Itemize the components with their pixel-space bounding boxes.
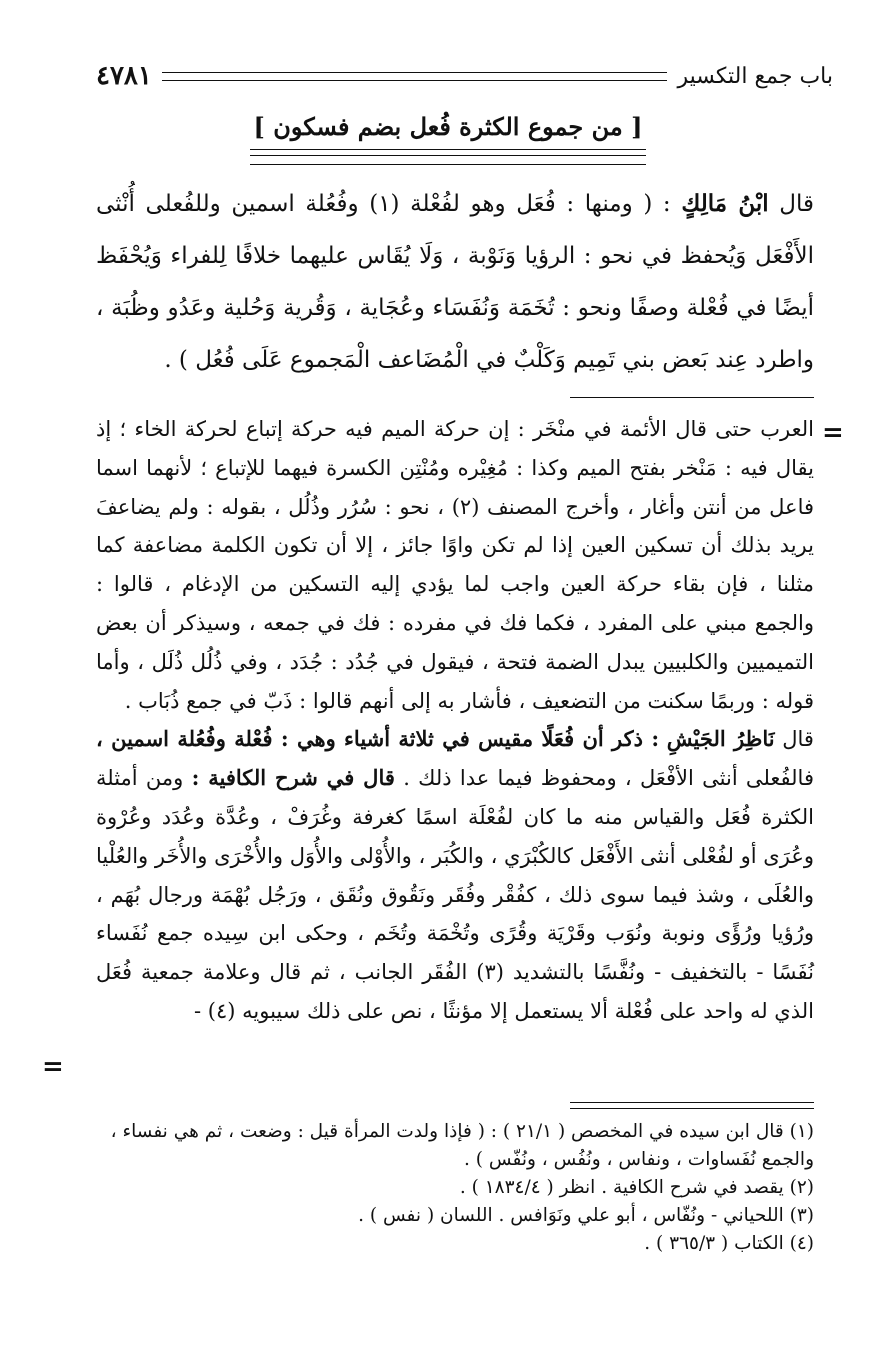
header-rule (162, 72, 668, 81)
commentary-paragraph (96, 720, 814, 1030)
main-text (96, 178, 814, 386)
text-separator (570, 397, 814, 398)
commentary-lead: : ذكر أن فُعَلًا مقيس في ثلاثة أشياء وهي : فُعْلة وفُعُلة اسمين ، (96, 726, 660, 752)
commentary-text: فالفُعلى أنثى الأفْعَل ، ومحفوظ فيما عدا ذلك . (403, 766, 814, 791)
commentary-paragraph: العرب حتى قال الأئمة في منْخَر : إن حركة الميم فيه حركة إتباع لحركة الخاء ؛ إذ يقال فيه : مَنْخر بفتح الميم وكذا : مُغِيْره ومُنْتِن الكسرة فيهما للإتباع ؛ لأنهما اسما فاعل من أنتن وأغار ، وأخرج المصنف (٢) ، نحو : سُرُر وذُلُل ، بقوله : ولم يضاعفَ يريد بذلك أن تسكين العين إذا لم تكن واوًا جائز ، إلا أن تكون الكلمة مضاعفة كما مثلنا ، فإن بقاء حركة العين واجب لما يؤدي إليه التسكين من الإدغام ، قالوا : والجمع مبني على المفرد ، فكما فك في مفرده : فك في جمعه ، وسيذكر أن بعض التميميين والكلبيين يبدل الضمة فتحة ، فيقول في جُدُد : جُدَد ، وفي ذُلُل ذُلَل ، وأما قوله : وربمًا سكنت من التضعيف ، فأشار به إلى أنهم قالوا : ذَبّ في جمع ذُبَاب . (96, 417, 815, 713)
footnote: (٣) اللحياني - ونُفّاس ، أبو علي ونَوَافس . اللسان ( نفس ) . (358, 1205, 814, 1226)
commentary-source: قال في شرح الكافية : (191, 765, 395, 791)
footnote: (٢) يقصد في شرح الكافية . انظر ( ١٨٣٤/٤ ) . (459, 1177, 814, 1198)
commentator-name: نَاظِرُ الجَيْشِ (666, 726, 775, 752)
commentary-text: ومن أمثلة الكثرة فُعَل والقياس منه ما كان لفُعْلَة اسمًا كغرفة وغُرَفْ ، وعُدَّة وعُدَد وعُرْوة وعُرَى أو لفُعْلى أنثى الأَفْعَل كالكُبْرَي ، والكُبَر ، والأُوْلى والأُوَل والأُخْرَى والأُخَر والعُلْيا والعُلَى ، وشذ فيما سوى ذلك ، كفُقْر وفُقَر ونَقُوق ونُقَق ، ورَجُل بُهْمَة ورجال بُهَم ، ورُؤيا ورُؤًى ونوبة ونُوَب وقَرْيَة وقُرًى وتُخْمَة وتُخَم ، وحكى ابن سِيده جمع نُفَساء نُفَسًا - بالتخفيف - ونُفَّسًا بالتشديد (٣) الفُقَر الجانب ، ثم قال وعلامة جمعية فُعَل الذي له واحد على فُعْلة ألا يستعمل إلا مؤنثًا ، نص على ذلك سيبويه (٤) - (96, 766, 814, 1023)
main-body: : ( ومنها : فُعَل وهو لفُعْلة (١) وفُعُلة اسمين وللفُعلى أُنْثى الأَفْعَل وَيُحفظ في نحو : الرؤيا وَنَوْبة ، وَلَا يُقَاس عليهما خلافًا لِلفراء وَيُحْفَظ أيضًا في فُعْلة وصفًا ونحو : تُخَمَة وَنُفَسَاء وعُجَاية ، وَقُرية وَحُلية وعَدُو وظُبَة ، واطرد عِند بَعض بني تَمِيم وَكَلْبٌ في الْمُضَاعف الْمَجموع عَلَى فُعُل ) . (96, 191, 814, 373)
continuation-mark-bottom: = (42, 1052, 64, 1082)
page-number: ٤٧٨١ (96, 61, 152, 91)
continuation-mark-top: = (822, 418, 844, 448)
footnote: (٤) الكتاب ( ٣٦٥/٣ ) . (644, 1233, 814, 1254)
footnote-separator (570, 1102, 814, 1109)
main-intro: قال (779, 191, 815, 217)
chapter-title: [ من جموع الكثرة فُعل بضم فسكون ] (253, 112, 643, 141)
chapter-title-rule (250, 149, 646, 165)
chapter-heading (250, 112, 646, 165)
running-header (96, 56, 833, 96)
commentary (96, 410, 814, 1031)
main-paragraph (96, 178, 814, 386)
author-name: ابْنُ مَالِكٍ (681, 190, 769, 217)
footnotes (96, 1118, 814, 1258)
section-title: باب جمع التكسير (677, 63, 833, 89)
commentary-intro: قال (782, 727, 814, 752)
footnote: (١) قال ابن سيده في المخصص ( ٢١/١ ) : ( فإذا ولدت المرأة قيل : وضعت ، ثم هي نفساء ، والجمع نُفَساوات ، ونفاس ، ونُفُس ، ونُفّس ) . (110, 1121, 814, 1170)
